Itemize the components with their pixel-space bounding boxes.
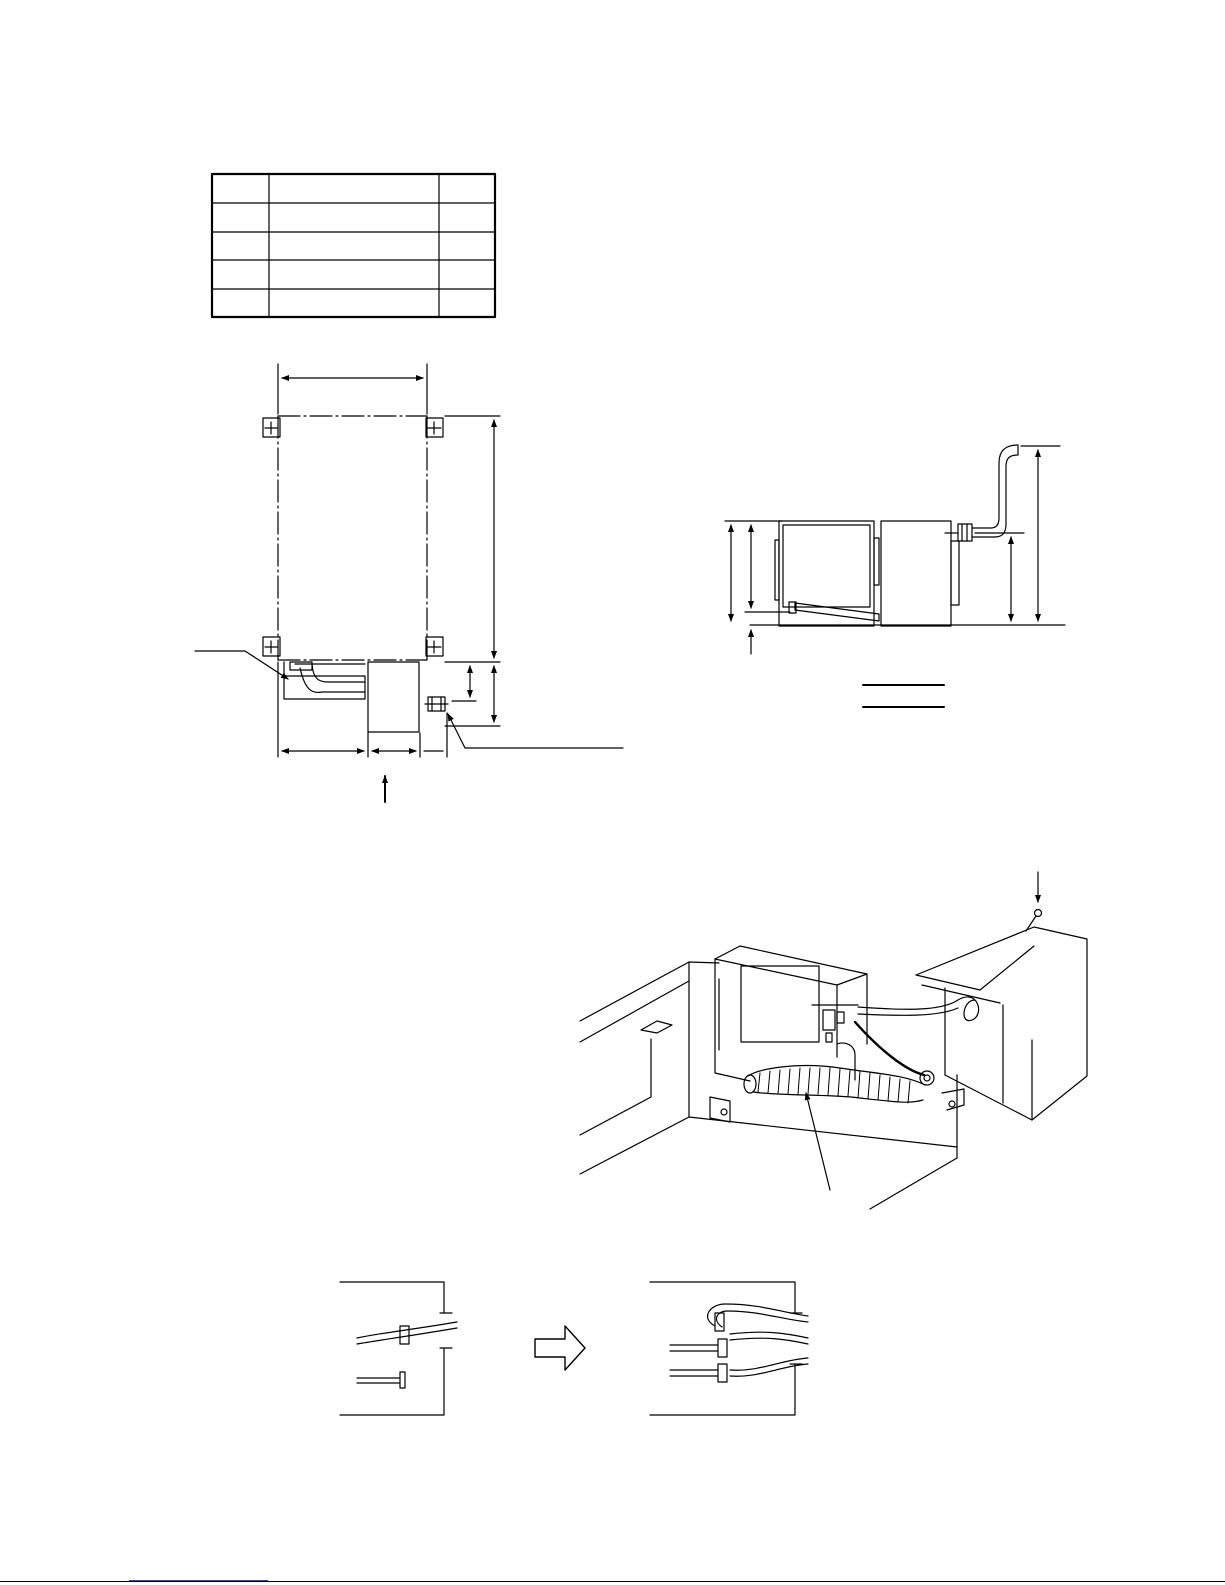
mounting-tab-icon	[263, 418, 443, 656]
side-view-dimension-drawing	[725, 445, 1065, 707]
spec-table	[212, 174, 495, 317]
footer-link[interactable]	[129, 1560, 268, 1581]
footer-divider	[0, 1581, 1225, 1582]
wire-clamp-after	[650, 1282, 808, 1415]
wire-clamp-before	[340, 1282, 457, 1415]
before-after-arrow-icon	[535, 1326, 585, 1370]
top-view-dimension-drawing	[195, 364, 623, 802]
isometric-installation-view	[580, 872, 1087, 1209]
